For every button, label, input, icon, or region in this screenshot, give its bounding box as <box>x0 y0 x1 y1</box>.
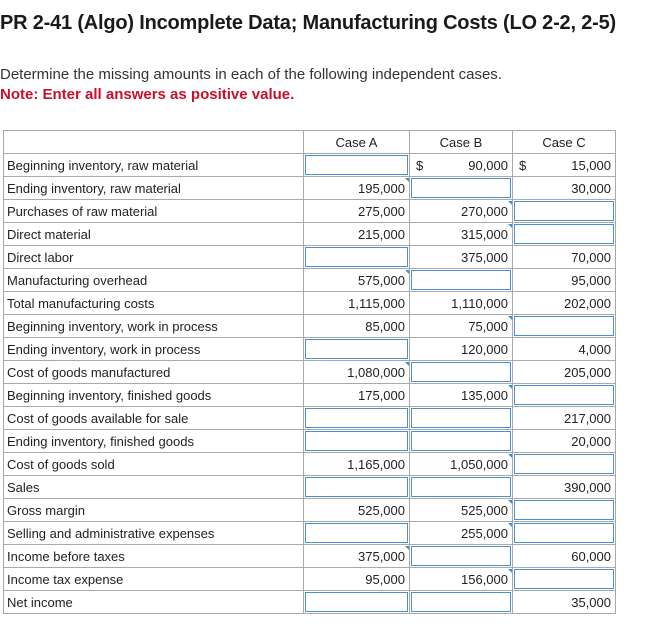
cell-case-b <box>410 453 513 476</box>
cell-wrapper <box>304 269 409 291</box>
cell-case-c[interactable] <box>513 315 616 338</box>
cell-wrapper <box>304 476 409 498</box>
cell-wrapper <box>304 223 409 245</box>
cell-wrapper <box>410 269 512 291</box>
cell-case-b[interactable] <box>410 361 513 384</box>
table-row <box>4 292 616 315</box>
cell-wrapper <box>513 269 615 291</box>
given-value: 1,115,000 <box>348 296 405 311</box>
cell-case-b <box>410 200 513 223</box>
cell-wrapper <box>513 591 615 613</box>
cell-wrapper <box>513 223 615 245</box>
cell-case-c <box>513 591 616 614</box>
cell-wrapper <box>410 407 512 429</box>
row-label: Total manufacturing costs <box>4 292 304 315</box>
note-text: Note: Enter all answers as positive value. <box>0 86 295 103</box>
cell-case-a <box>304 315 410 338</box>
cell-case-b[interactable] <box>410 591 513 614</box>
given-value: 70,000 <box>571 250 611 265</box>
given-value: 20,000 <box>571 434 611 449</box>
cell-case-b[interactable] <box>410 407 513 430</box>
row-label: Income before taxes <box>4 545 304 568</box>
cell-wrapper <box>304 177 409 199</box>
cell-wrapper <box>304 453 409 475</box>
row-label: Manufacturing overhead <box>4 269 304 292</box>
cell-case-c <box>513 246 616 269</box>
given-value: 30,000 <box>571 181 611 196</box>
cell-wrapper <box>513 545 615 567</box>
table-row <box>4 177 616 200</box>
row-label: Beginning inventory, raw material <box>4 154 304 177</box>
column-header-case-c: Case C <box>513 131 616 154</box>
given-value: 135,000 <box>461 388 508 403</box>
answer-input[interactable] <box>514 500 614 520</box>
cell-case-b[interactable] <box>410 545 513 568</box>
cases-table <box>3 130 616 614</box>
cell-case-c <box>513 338 616 361</box>
cell-wrapper <box>304 384 409 406</box>
answer-input[interactable] <box>305 155 408 175</box>
cell-case-a[interactable] <box>304 591 410 614</box>
answer-input[interactable] <box>514 523 614 543</box>
cell-case-a <box>304 177 410 200</box>
answer-input[interactable] <box>411 178 511 198</box>
cell-case-b <box>410 522 513 545</box>
cell-case-c[interactable] <box>513 223 616 246</box>
table-row <box>4 453 616 476</box>
table-row <box>4 522 616 545</box>
cell-wrapper <box>513 407 615 429</box>
row-label: Ending inventory, finished goods <box>4 430 304 453</box>
given-value: 90,000 <box>468 158 508 173</box>
cell-wrapper <box>513 177 615 199</box>
cell-case-a <box>304 453 410 476</box>
given-value: 156,000 <box>461 572 508 587</box>
table-row <box>4 476 616 499</box>
table-row <box>4 407 616 430</box>
cell-case-c <box>513 407 616 430</box>
problem-title: PR 2-41 (Algo) Incomplete Data; Manufacturing Costs (LO 2-2, 2-5) <box>0 12 616 34</box>
cell-case-a <box>304 384 410 407</box>
answer-input[interactable] <box>305 523 408 543</box>
cell-wrapper <box>513 384 615 406</box>
label-column-header <box>4 131 304 154</box>
answer-input[interactable] <box>411 477 511 497</box>
input-flag-icon <box>508 201 513 207</box>
cell-wrapper <box>410 292 512 314</box>
input-flag-icon <box>508 523 513 529</box>
cell-case-c[interactable] <box>513 384 616 407</box>
cell-wrapper <box>304 522 409 544</box>
cell-wrapper <box>513 430 615 452</box>
table-row <box>4 269 616 292</box>
row-label: Sales <box>4 476 304 499</box>
answer-input[interactable] <box>411 362 511 382</box>
cell-case-b <box>410 499 513 522</box>
cell-wrapper <box>410 361 512 383</box>
table-header-row <box>4 131 616 154</box>
input-flag-icon <box>508 500 513 506</box>
table-row <box>4 499 616 522</box>
row-label: Cost of goods manufactured <box>4 361 304 384</box>
given-value: 255,000 <box>461 526 508 541</box>
cell-case-c <box>513 545 616 568</box>
cell-case-a[interactable] <box>304 154 410 177</box>
answer-input[interactable] <box>514 569 614 589</box>
cell-case-c[interactable] <box>513 522 616 545</box>
cell-case-a[interactable] <box>304 476 410 499</box>
cell-wrapper <box>410 591 512 613</box>
cell-case-b <box>410 292 513 315</box>
given-value: 4,000 <box>578 342 611 357</box>
given-value: 1,050,000 <box>450 457 508 472</box>
cell-wrapper <box>410 338 512 360</box>
cell-wrapper <box>410 453 512 475</box>
cell-wrapper <box>304 292 409 314</box>
given-value: 120,000 <box>461 342 508 357</box>
cell-wrapper <box>410 154 512 176</box>
given-value: 375,000 <box>461 250 508 265</box>
answer-input[interactable] <box>411 408 511 428</box>
cell-wrapper <box>410 246 512 268</box>
cell-wrapper <box>304 315 409 337</box>
cell-case-c <box>513 177 616 200</box>
answer-input[interactable] <box>411 270 511 290</box>
cell-case-b <box>410 315 513 338</box>
given-value: 15,000 <box>571 158 611 173</box>
cell-wrapper <box>304 430 409 452</box>
cell-wrapper <box>304 200 409 222</box>
input-flag-icon <box>508 569 513 575</box>
instructions-text: Determine the missing amounts in each of the following independent cases. <box>0 66 502 83</box>
answer-input[interactable] <box>514 454 614 474</box>
cell-wrapper <box>304 407 409 429</box>
answer-input[interactable] <box>305 592 408 612</box>
cell-case-c <box>513 476 616 499</box>
cell-case-c[interactable] <box>513 200 616 223</box>
cell-wrapper <box>410 200 512 222</box>
cell-case-a[interactable] <box>304 246 410 269</box>
table-row <box>4 246 616 269</box>
given-value: 202,000 <box>564 296 611 311</box>
cell-wrapper <box>410 499 512 521</box>
answer-input[interactable] <box>514 385 614 405</box>
given-value: 205,000 <box>564 365 611 380</box>
cell-case-a <box>304 499 410 522</box>
cell-case-a[interactable] <box>304 522 410 545</box>
cell-wrapper <box>513 453 615 475</box>
cell-wrapper <box>410 430 512 452</box>
given-value: 217,000 <box>564 411 611 426</box>
table-row <box>4 315 616 338</box>
answer-input[interactable] <box>514 316 614 336</box>
cell-wrapper <box>513 292 615 314</box>
input-flag-icon <box>405 270 410 276</box>
dollar-sign: $ <box>519 158 527 173</box>
table-row <box>4 430 616 453</box>
dollar-sign: $ <box>416 158 424 173</box>
answer-input[interactable] <box>305 431 408 451</box>
given-value: 95,000 <box>365 572 405 587</box>
given-value: 525,000 <box>358 503 405 518</box>
row-label: Selling and administrative expenses <box>4 522 304 545</box>
cell-wrapper <box>513 200 615 222</box>
cell-wrapper <box>513 361 615 383</box>
given-value: 575,000 <box>358 273 405 288</box>
cell-wrapper <box>304 246 409 268</box>
given-value: 95,000 <box>571 273 611 288</box>
cell-case-b <box>410 568 513 591</box>
cell-wrapper <box>304 338 409 360</box>
input-flag-icon <box>508 224 513 230</box>
column-header-case-b: Case B <box>410 131 513 154</box>
cell-wrapper <box>304 154 409 176</box>
cell-wrapper <box>410 545 512 567</box>
cell-wrapper <box>513 246 615 268</box>
row-label: Direct material <box>4 223 304 246</box>
answer-input[interactable] <box>411 592 511 612</box>
table-row <box>4 361 616 384</box>
answer-input[interactable] <box>305 339 408 359</box>
cell-case-b[interactable] <box>410 177 513 200</box>
cell-wrapper <box>513 315 615 337</box>
cell-wrapper <box>513 154 615 176</box>
column-header-case-a: Case A <box>304 131 410 154</box>
row-label: Ending inventory, work in process <box>4 338 304 361</box>
input-flag-icon <box>405 362 410 368</box>
cell-case-b[interactable] <box>410 269 513 292</box>
input-flag-icon <box>405 546 410 552</box>
table-row <box>4 568 616 591</box>
cell-case-b <box>410 338 513 361</box>
cell-case-b <box>410 154 513 177</box>
table-row <box>4 154 616 177</box>
cell-wrapper <box>410 315 512 337</box>
given-value: 1,165,000 <box>347 457 405 472</box>
table-row <box>4 200 616 223</box>
given-value: 315,000 <box>461 227 508 242</box>
cell-case-c[interactable] <box>513 499 616 522</box>
row-label: Beginning inventory, work in process <box>4 315 304 338</box>
cell-case-c <box>513 292 616 315</box>
answer-input[interactable] <box>305 247 408 267</box>
cell-wrapper <box>513 476 615 498</box>
row-label: Ending inventory, raw material <box>4 177 304 200</box>
given-value: 275,000 <box>358 204 405 219</box>
cell-case-b <box>410 246 513 269</box>
table-row <box>4 545 616 568</box>
answer-input[interactable] <box>411 431 511 451</box>
cell-case-a <box>304 361 410 384</box>
cell-case-b[interactable] <box>410 476 513 499</box>
row-label: Net income <box>4 591 304 614</box>
cell-wrapper <box>304 591 409 613</box>
cell-wrapper <box>513 338 615 360</box>
cell-wrapper <box>410 177 512 199</box>
cell-wrapper <box>304 568 409 590</box>
row-label: Gross margin <box>4 499 304 522</box>
cell-case-b <box>410 223 513 246</box>
input-flag-icon <box>508 385 513 391</box>
cell-case-c <box>513 430 616 453</box>
given-value: 270,000 <box>461 204 508 219</box>
cell-wrapper <box>410 568 512 590</box>
given-value: 60,000 <box>571 549 611 564</box>
row-label: Income tax expense <box>4 568 304 591</box>
table-row <box>4 591 616 614</box>
cell-case-a <box>304 545 410 568</box>
input-flag-icon <box>508 454 513 460</box>
cell-case-a <box>304 568 410 591</box>
cell-case-c <box>513 269 616 292</box>
cell-wrapper <box>410 522 512 544</box>
cell-case-c[interactable] <box>513 453 616 476</box>
answer-input[interactable] <box>411 546 511 566</box>
given-value: 75,000 <box>468 319 508 334</box>
answer-input[interactable] <box>305 408 408 428</box>
table-body <box>4 154 616 614</box>
cell-wrapper <box>513 499 615 521</box>
cell-case-c <box>513 154 616 177</box>
cell-case-a <box>304 200 410 223</box>
cell-wrapper <box>304 499 409 521</box>
input-flag-icon <box>405 178 410 184</box>
given-value: 35,000 <box>571 595 611 610</box>
cell-case-c[interactable] <box>513 568 616 591</box>
answer-input[interactable] <box>514 224 614 244</box>
given-value: 85,000 <box>365 319 405 334</box>
cell-wrapper <box>410 384 512 406</box>
cell-case-c <box>513 361 616 384</box>
given-value: 1,080,000 <box>347 365 405 380</box>
table-row <box>4 338 616 361</box>
cell-case-a[interactable] <box>304 430 410 453</box>
given-value: 525,000 <box>461 503 508 518</box>
row-label: Beginning inventory, finished goods <box>4 384 304 407</box>
cell-wrapper <box>410 476 512 498</box>
cell-case-b <box>410 384 513 407</box>
answer-input[interactable] <box>305 477 408 497</box>
cell-case-b[interactable] <box>410 430 513 453</box>
given-value: 195,000 <box>358 181 405 196</box>
given-value: 175,000 <box>358 388 405 403</box>
given-value: 215,000 <box>358 227 405 242</box>
given-value: 1,110,000 <box>451 296 508 311</box>
cell-wrapper <box>304 361 409 383</box>
table-row <box>4 223 616 246</box>
cell-case-a <box>304 269 410 292</box>
given-value: 375,000 <box>358 549 405 564</box>
cell-case-a <box>304 292 410 315</box>
row-label: Purchases of raw material <box>4 200 304 223</box>
row-label: Direct labor <box>4 246 304 269</box>
table-row <box>4 384 616 407</box>
cell-case-a <box>304 223 410 246</box>
answer-input[interactable] <box>514 201 614 221</box>
row-label: Cost of goods available for sale <box>4 407 304 430</box>
cell-wrapper <box>410 223 512 245</box>
cell-wrapper <box>304 545 409 567</box>
cell-wrapper <box>513 522 615 544</box>
cell-case-a[interactable] <box>304 338 410 361</box>
cell-case-a[interactable] <box>304 407 410 430</box>
input-flag-icon <box>508 316 513 322</box>
row-label: Cost of goods sold <box>4 453 304 476</box>
cell-wrapper <box>513 568 615 590</box>
given-value: 390,000 <box>564 480 611 495</box>
